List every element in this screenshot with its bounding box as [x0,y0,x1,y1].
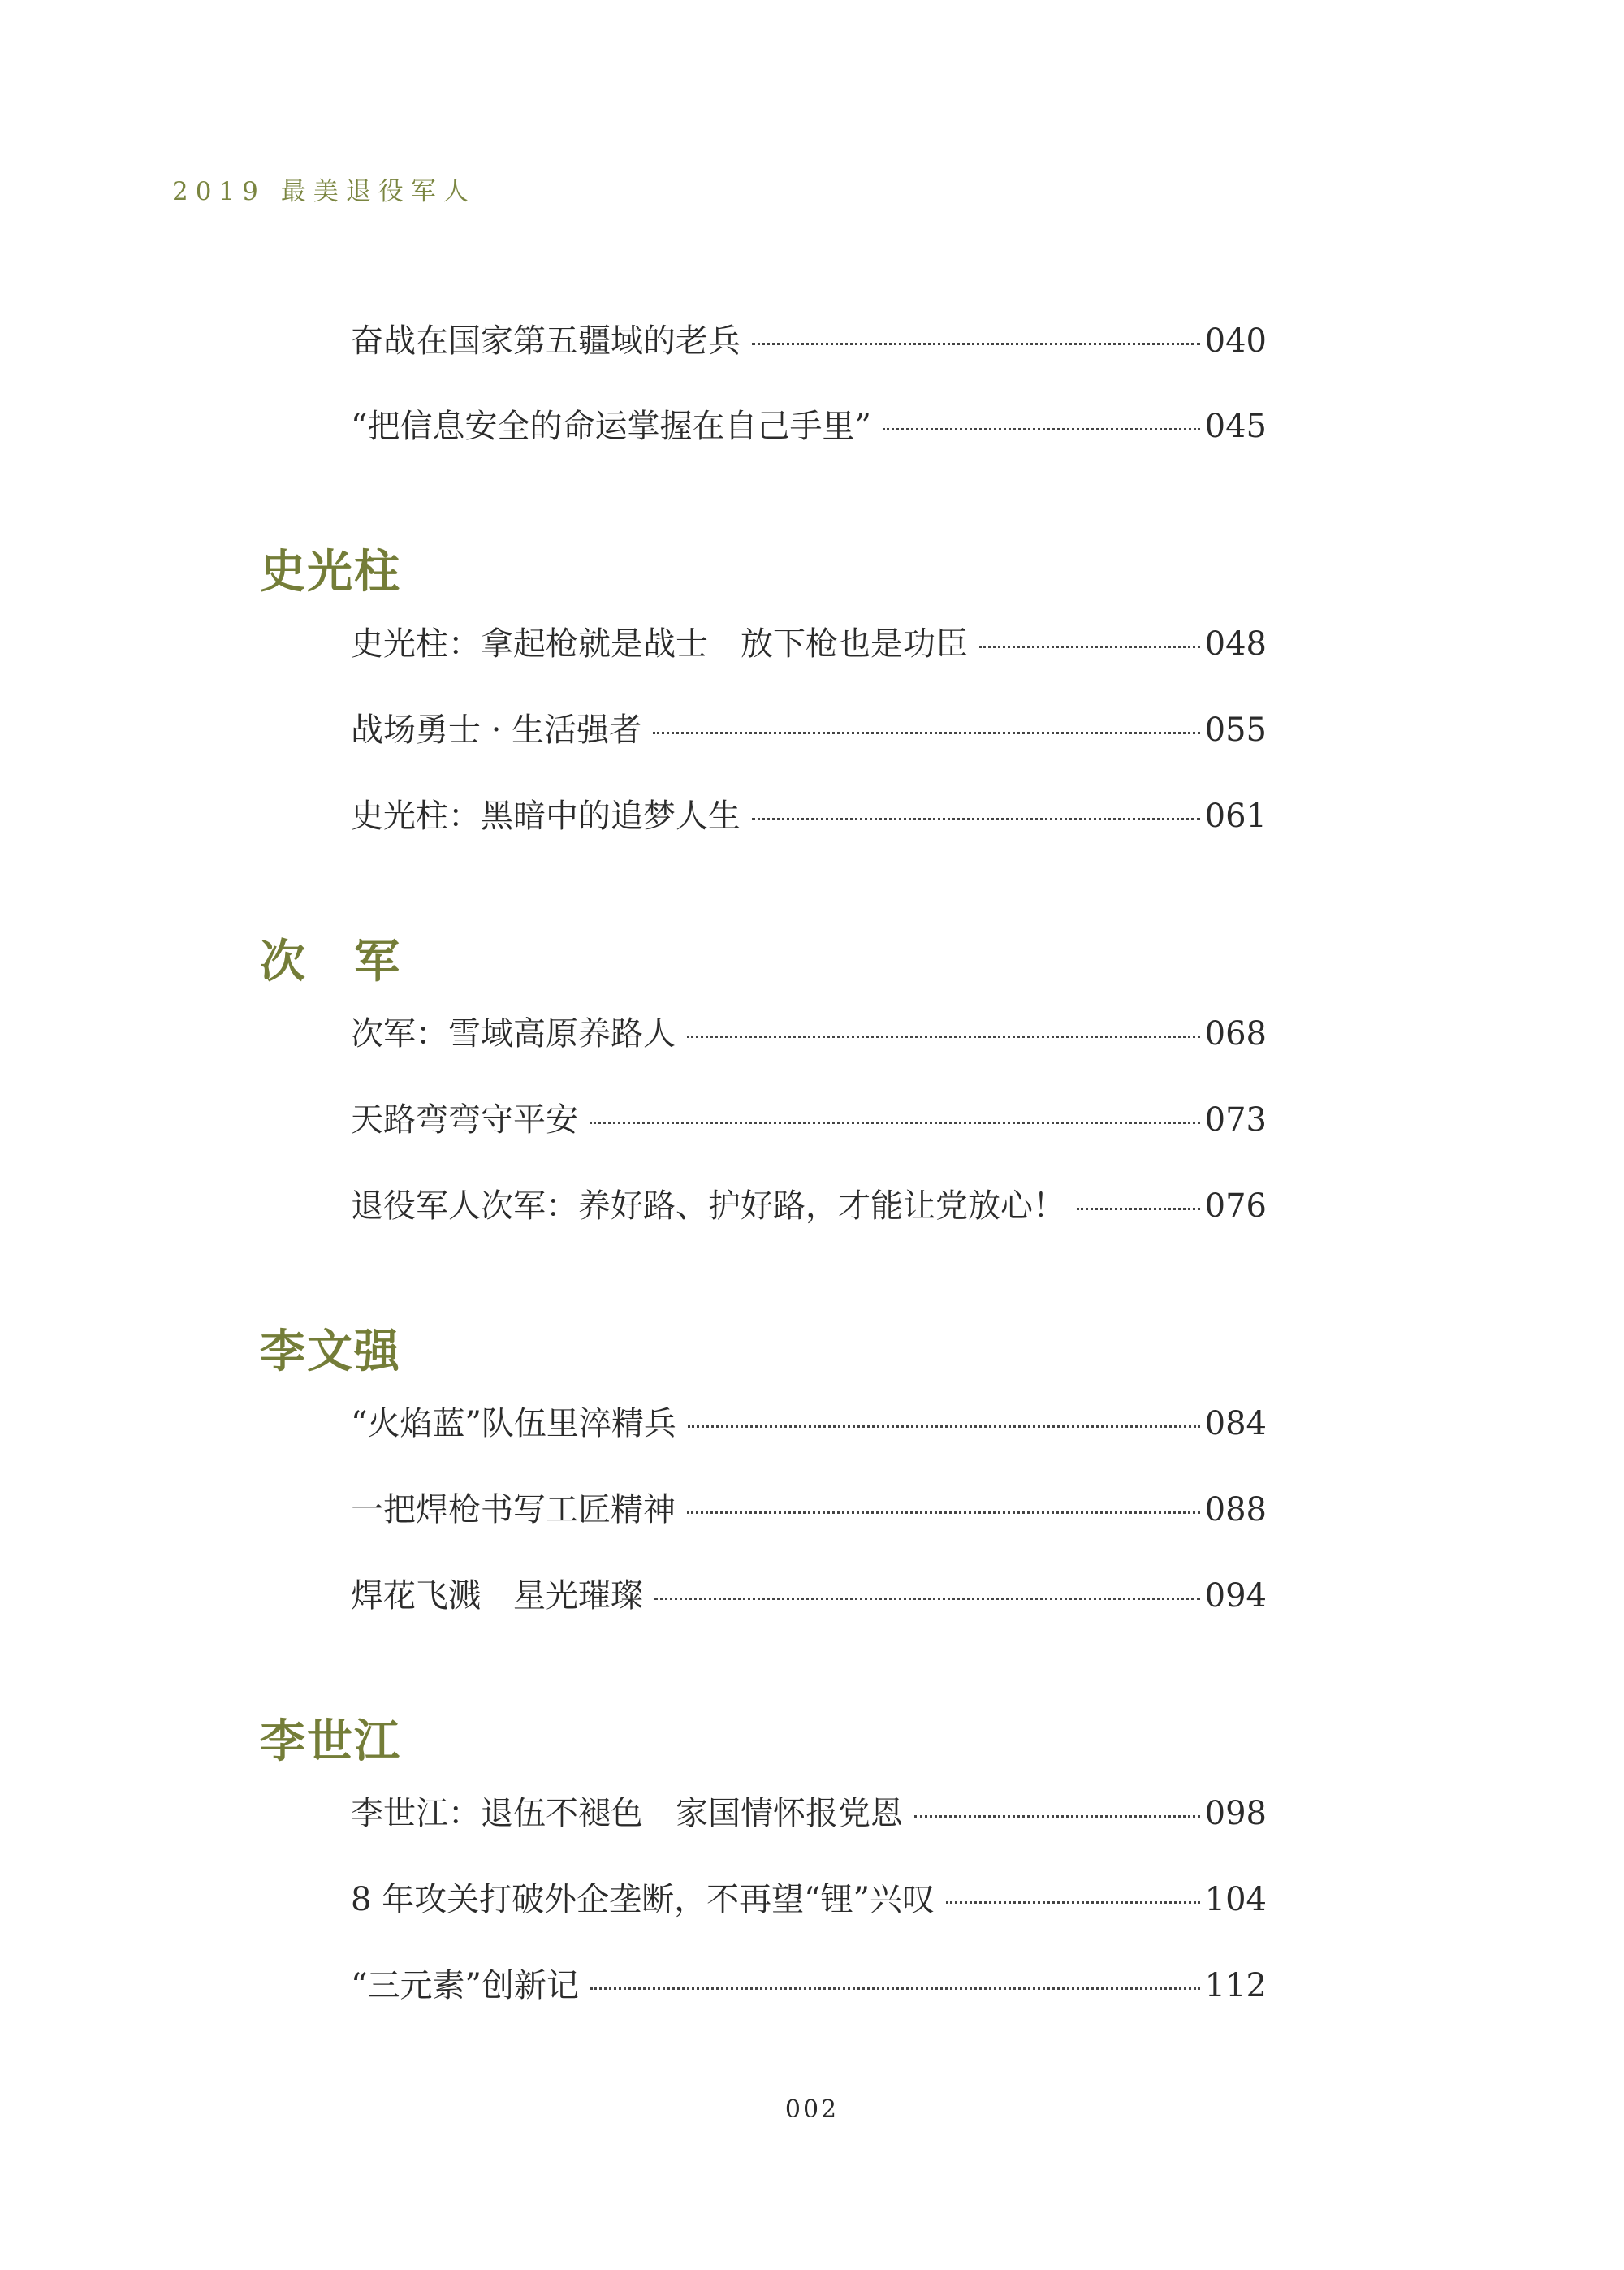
toc-entry[interactable] [351,1403,1267,1444]
dot-leader [1077,1208,1200,1210]
toc-entry[interactable] [351,1879,1267,1920]
toc-entry-title: 奋战在国家第五疆域的老兵 [351,322,741,360]
toc-entry[interactable] [351,1490,1267,1530]
section-title: 李世江 [260,1715,401,1768]
dot-leader [883,428,1200,430]
toc-entry-page: 076 [1204,1187,1267,1225]
toc-entry-page: 045 [1204,408,1267,445]
dot-leader [752,343,1200,345]
toc-entry[interactable] [351,1014,1267,1054]
toc-entry-title: 8 年攻关打破外企垄断，不再望“锂”兴叹 [351,1881,935,1918]
toc-entry[interactable] [351,1793,1267,1834]
toc-entry-page: 094 [1204,1577,1267,1615]
toc-entry-title: 李世江：退伍不褪色 家国情怀报党恩 [351,1795,903,1832]
dot-leader [654,1598,1200,1600]
toc-entry[interactable] [351,710,1267,750]
toc-entry[interactable] [351,406,1267,447]
toc-entry-title: “三元素”创新记 [351,1967,579,2004]
toc-entry-page: 048 [1204,625,1267,663]
toc-entry-title: 天路弯弯守平安 [351,1101,578,1139]
toc-entry-title: 次军：雪域高原养路人 [351,1015,676,1053]
toc-entry-page: 088 [1204,1491,1267,1528]
toc-entry-title: 焊花飞溅 星光璀璨 [351,1577,643,1615]
dot-leader [687,1511,1200,1514]
dot-leader [653,732,1199,734]
toc-entry-page: 104 [1204,1881,1267,1918]
toc-entry[interactable] [351,1965,1267,2006]
toc-entry-page: 061 [1204,798,1267,835]
toc-entry[interactable] [351,321,1267,361]
toc-entry[interactable] [351,796,1267,837]
dot-leader [914,1815,1200,1818]
toc-entry-page: 040 [1204,322,1267,360]
running-header: 2019 最美退役军人 [172,177,476,206]
toc-entry-page: 112 [1204,1967,1267,2004]
dot-leader [590,1987,1200,1990]
toc-entry[interactable] [351,624,1267,664]
toc-entry-title: “把信息安全的命运掌握在自己手里” [351,408,871,445]
dot-leader [590,1122,1200,1124]
toc-entry-page: 084 [1204,1405,1267,1442]
toc-entry-title: 史光柱：黑暗中的追梦人生 [351,798,741,835]
toc-entry-page: 055 [1204,711,1267,749]
toc-entry[interactable] [351,1100,1267,1140]
toc-entry[interactable] [351,1186,1267,1226]
toc-entry-page: 068 [1204,1015,1267,1053]
section-title: 次 军 [260,936,401,988]
page-number: 002 [784,2095,840,2124]
toc-entry-page: 098 [1204,1795,1267,1832]
toc-entry-title: “火焰蓝”队伍里淬精兵 [351,1405,676,1442]
toc-entry-title: 退役军人次军：养好路、护好路，才能让党放心！ [351,1187,1065,1225]
dot-leader [752,818,1200,820]
dot-leader [979,646,1200,648]
section-title: 史光柱 [260,546,401,599]
dot-leader [946,1901,1200,1904]
dot-leader [687,1036,1200,1038]
toc-entry-title: 一把焊枪书写工匠精神 [351,1491,676,1528]
dot-leader [688,1425,1200,1428]
toc-entry-title: 史光柱：拿起枪就是战士 放下枪也是功臣 [351,625,968,663]
toc-entry[interactable] [351,1576,1267,1616]
toc-entry-title: 战场勇士 · 生活强者 [351,711,642,749]
toc-entry-page: 073 [1204,1101,1267,1139]
section-title: 李文强 [260,1325,401,1378]
